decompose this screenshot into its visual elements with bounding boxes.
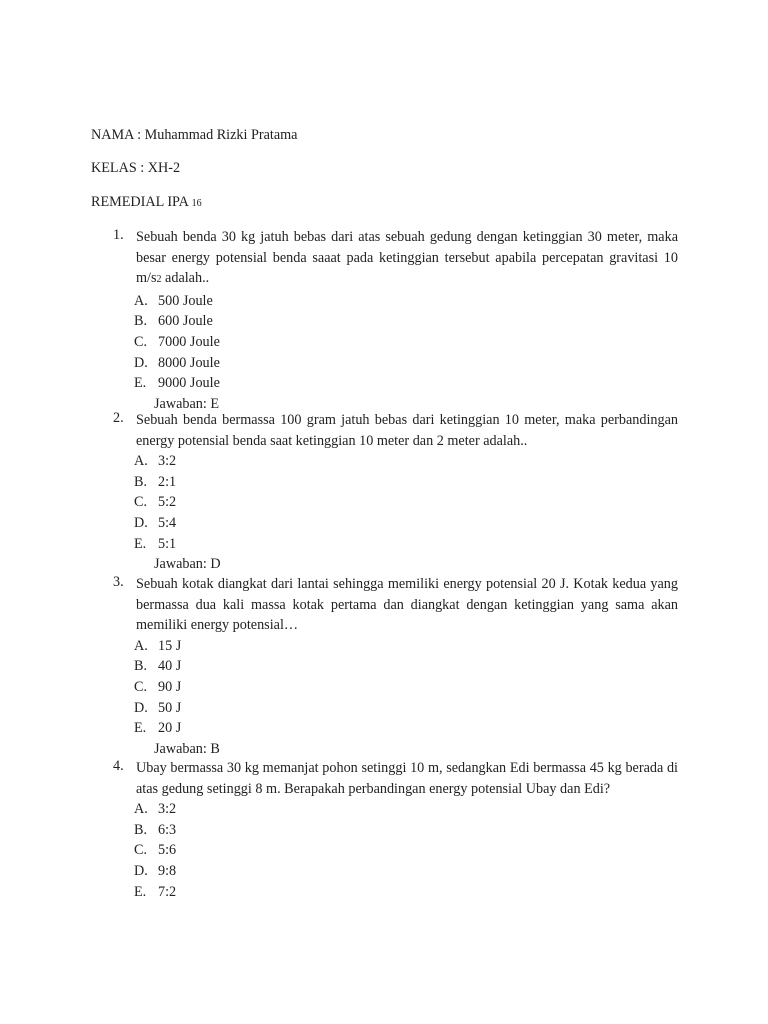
- option-text: 5:1: [158, 535, 177, 552]
- option-letter: C.: [134, 678, 148, 695]
- option-list: [113, 799, 678, 902]
- answer-key: Jawaban: E: [154, 395, 220, 412]
- question-number: 2.: [113, 410, 124, 426]
- option-a: [113, 636, 678, 657]
- option-list: [113, 291, 678, 394]
- option-letter: D.: [134, 514, 148, 531]
- option-letter: E.: [134, 535, 147, 552]
- option-b: [113, 656, 678, 677]
- option-text: 40 J: [158, 658, 182, 675]
- option-text: 600 Joule: [158, 313, 213, 330]
- option-letter: C.: [134, 842, 148, 859]
- option-d: [113, 513, 678, 534]
- option-text: 500 Joule: [158, 292, 213, 309]
- option-text: 20 J: [158, 720, 182, 737]
- answer-key: Jawaban: D: [154, 556, 221, 573]
- option-list: [113, 636, 678, 739]
- option-c: [113, 332, 678, 353]
- option-text: 5:6: [158, 842, 177, 859]
- document-title-number: 16: [191, 198, 202, 209]
- option-text: 7:2: [158, 883, 177, 900]
- option-c: [113, 677, 678, 698]
- answer-key: Jawaban: B: [154, 740, 220, 757]
- option-b: [113, 311, 678, 332]
- option-letter: B.: [134, 821, 148, 838]
- question-2: [113, 410, 678, 575]
- student-class: KELAS : XH-2: [91, 160, 181, 176]
- option-letter: C.: [134, 333, 148, 350]
- option-text: 15 J: [158, 637, 182, 654]
- option-text: 90 J: [158, 678, 182, 695]
- option-letter: D.: [134, 354, 148, 371]
- option-letter: D.: [134, 862, 148, 879]
- option-e: [113, 534, 678, 555]
- option-text: 5:4: [158, 514, 177, 531]
- option-d: [113, 353, 678, 374]
- option-text: 5:2: [158, 494, 177, 511]
- option-letter: E.: [134, 375, 147, 392]
- question-text-part: Sebuah benda 30 kg jatuh bebas dari atas sebuah gedung dengan ketinggian 30 meter, maka besar energy potensial benda saaat pada ketinggian tersebut apabila percepatan gravitasi 10 m/s: [136, 229, 678, 287]
- option-text: 3:2: [158, 453, 177, 470]
- question-text: Sebuah benda bermassa 100 gram jatuh bebas dari ketinggian 10 meter, maka perbandingan energy potensial benda saat ketinggian 10 meter dan 2 meter adalah..: [136, 412, 678, 449]
- option-letter: B.: [134, 658, 148, 675]
- option-d: [113, 861, 678, 882]
- question-text: [136, 227, 678, 291]
- option-letter: D.: [134, 699, 148, 716]
- student-name: NAMA : Muhammad Rizki Pratama: [91, 127, 298, 143]
- option-text: 9:8: [158, 862, 177, 879]
- option-text: 7000 Joule: [158, 333, 220, 350]
- question-number: 3.: [113, 574, 124, 590]
- question-3: [113, 574, 678, 759]
- option-text: 9000 Joule: [158, 375, 220, 392]
- option-letter: B.: [134, 473, 148, 490]
- option-text: 3:2: [158, 801, 177, 818]
- question-text: Ubay bermassa 30 kg memanjat pohon setinggi 10 m, sedangkan Edi bermassa 45 kg berada di atas gedung setinggi 8 m. Berapakah perbandingan energy potensial Ubay dan Edi?: [136, 760, 678, 797]
- option-letter: A.: [134, 637, 148, 654]
- option-letter: E.: [134, 883, 147, 900]
- question-text: Sebuah kotak diangkat dari lantai sehingga memiliki energy potensial 20 J. Kotak kedua yang bermassa dua kali massa kotak pertama dan diangkat dengan ketinggian yang sama akan memiliki energy potensial…: [136, 576, 678, 634]
- option-a: [113, 451, 678, 472]
- option-letter: B.: [134, 313, 148, 330]
- question-1: [113, 227, 678, 414]
- document-title-text: REMEDIAL IPA: [91, 194, 189, 210]
- option-text: 6:3: [158, 821, 177, 838]
- option-list: [113, 451, 678, 554]
- option-b: [113, 472, 678, 493]
- document-title: [91, 194, 202, 211]
- option-letter: A.: [134, 453, 148, 470]
- option-letter: A.: [134, 801, 148, 818]
- option-letter: C.: [134, 494, 148, 511]
- option-c: [113, 492, 678, 513]
- question-number: 4.: [113, 758, 124, 774]
- option-text: 8000 Joule: [158, 354, 220, 371]
- option-letter: A.: [134, 292, 148, 309]
- option-b: [113, 820, 678, 841]
- option-text: 2:1: [158, 473, 177, 490]
- option-e: [113, 882, 678, 903]
- question-text-subscript: 2: [156, 274, 162, 286]
- question-text-part: adalah..: [161, 270, 210, 287]
- option-a: [113, 799, 678, 820]
- option-e: [113, 373, 678, 394]
- option-text: 50 J: [158, 699, 182, 716]
- option-a: [113, 291, 678, 312]
- option-e: [113, 718, 678, 739]
- option-letter: E.: [134, 720, 147, 737]
- option-c: [113, 840, 678, 861]
- question-4: [113, 758, 678, 902]
- option-d: [113, 698, 678, 719]
- question-number: 1.: [113, 227, 124, 243]
